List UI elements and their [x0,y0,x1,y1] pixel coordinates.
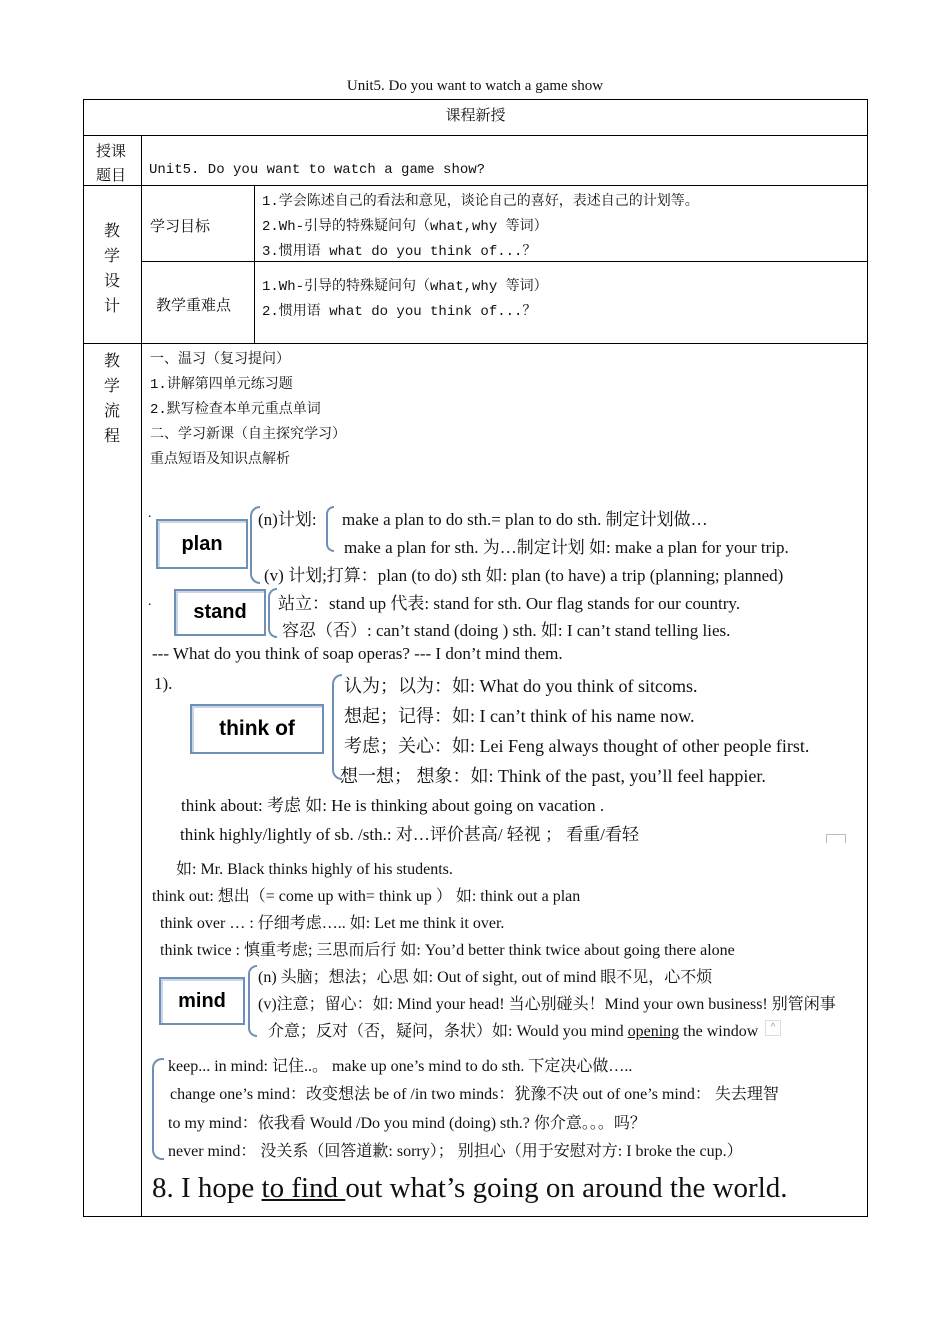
plan-n-1: make a plan to do sth.= plan to do sth. 制定计划做… [342,510,708,529]
design-label-char: 学 [104,248,121,265]
think-of-meaning: 认为；以为：如: What do you think of sitcoms. [344,676,698,696]
example-sentence-start: 8. I hope [152,1172,262,1204]
plan-n-label: (n)计划: [258,510,317,529]
col-divider [254,185,255,343]
stand-word-box [174,589,266,636]
stand-word: stand [193,601,247,623]
mind-phrase: never mind： 没关系（回答道歉: sorry）； 别担心（用于安慰对方: I broke the cup.） [168,1143,743,1160]
think-twice: think twice : 慎重考虑; 三思而后行 如: You’d better think twice about going there alone [160,942,735,959]
stand-brace [268,588,277,638]
stand-2: 容忍（否）: can’t stand (doing ) sth. 如: I can’t stand telling lies. [282,621,731,640]
topic-label: 授课 [96,144,127,160]
process-label-char: 程 [104,428,121,445]
think-of-meaning: 想起；记得：如: I can’t think of his name now. [344,706,695,726]
row-divider [83,343,868,344]
plan-word-box [156,519,248,569]
small-corner-mark [826,834,846,843]
topic-value: Unit5. Do you want to watch a game show? [149,162,486,178]
row-divider [141,261,868,262]
row-divider [83,185,868,186]
bullet-dot: . [148,506,152,521]
mind-oppose-underlined: opening [627,1023,680,1040]
design-label-char: 计 [104,298,121,315]
mind-phrase: change one’s mind：改变想法 be of /in two minds：犹豫不决 out of one’s mind： 失去理智 [170,1086,779,1103]
think-highly: think highly/lightly of sb. /sth.: 对…评价甚高/ 轻视 ； 看重/看轻 [180,825,640,844]
table-border-bottom [83,1216,868,1217]
think-of-word: think of [219,717,295,740]
mind-n: (n) 头脑；想法；心思 如: Out of sight, out of mind 眼不见，心不烦 [258,969,713,986]
mind-phrase: to my mind：依我看 Would /Do you mind (doing) sth.? 你介意。。。吗？ [168,1115,646,1132]
mind-oppose-text: 介意；反对（否，疑问，条状）如: Would you mind [268,1023,628,1040]
process-line: 重点短语及知识点解析 [150,452,290,468]
think-of-word-box [190,704,324,754]
mind-v: (v)注意；留心：如: Mind your head! 当心别碰头！Mind your own business! 别管闲事 [258,996,836,1013]
section-header: 课程新授 [445,108,506,124]
plan-v: (v) 计划;打算：plan (to do) sth 如: plan (to have) a trip (planning; planned) [264,566,784,585]
example-sentence-underlined: to find [261,1172,346,1204]
mind-oppose [268,1018,758,1041]
bullet-dot: . [148,594,152,609]
think-about: think about: 考虑 如: He is thinking about going on vacation . [181,796,605,815]
stand-1: 站立：stand up 代表: stand for sth. Our flag stands for our country. [278,594,741,613]
plan-n-brace [326,506,334,552]
goal-item: 3.惯用语 what do you think of...？ [262,244,537,260]
mind-phrase: keep... in mind: 记住..。 make up one’s mind to do sth. 下定决心做….. [168,1058,633,1075]
mind-brace [248,965,257,1037]
plan-word: plan [181,532,223,555]
topic-label: 题目 [96,168,127,184]
difficulty-label: 教学重难点 [156,298,232,314]
table-border-top [83,99,868,100]
think-over: think over … : 仔细考虑….. 如: Let me think it over. [160,915,505,932]
process-label-char: 流 [104,403,121,420]
goal-item: 1.学会陈述自己的看法和意见，谈论自己的喜好，表述自己的计划等。 [262,194,699,210]
mind-oppose-text-end: the window [679,1023,759,1040]
table-border-right [867,99,868,1217]
think-highly-example: 如: Mr. Black thinks highly of his students. [176,861,453,878]
difficulty-item: 2.惯用语 what do you think of...？ [262,304,537,320]
think-of-meaning: 考虑；关心：如: Lei Feng always thought of other people first. [344,736,810,756]
process-label-char: 学 [104,378,121,395]
difficulty-item: 1.Wh-引导的特殊疑问句（what,why 等词） [262,279,548,295]
example-sentence [152,1172,788,1205]
phrases-brace [152,1058,164,1160]
think-out: think out: 想出（= come up with= think up ） 如: think out a plan [152,888,581,905]
soap-question: --- What do you think of soap operas? --- I don’t mind them. [152,644,563,663]
row-divider [83,135,868,136]
table-border-left [83,99,84,1217]
design-label-char: 教 [104,223,121,240]
process-line: 2.默写检查本单元重点单词 [150,402,321,418]
goal-item: 2.Wh-引导的特殊疑问句（what,why 等词） [262,219,548,235]
document-title: Unit5. Do you want to watch a game show [346,78,604,94]
number-label: 1). [154,674,173,693]
process-line: 二、学习新课（自主探究学习） [150,427,346,443]
caret-up-icon: ^ [765,1020,781,1036]
think-of-meaning: 想一想； 想象：如: Think of the past, you’ll feel happier. [340,766,766,786]
design-label-char: 设 [104,273,121,290]
example-sentence-end: out what’s going on around the world. [345,1172,788,1204]
mind-word-box [159,977,245,1025]
goals-label: 学习目标 [150,219,211,235]
col-divider [141,135,142,1217]
process-line: 1.讲解第四单元练习题 [150,377,293,393]
mind-word: mind [178,989,226,1012]
process-line: 一、温习（复习提问） [150,352,290,368]
process-label-char: 教 [104,353,121,370]
plan-n-2: make a plan for sth. 为…制定计划 如: make a plan for your trip. [344,538,789,557]
